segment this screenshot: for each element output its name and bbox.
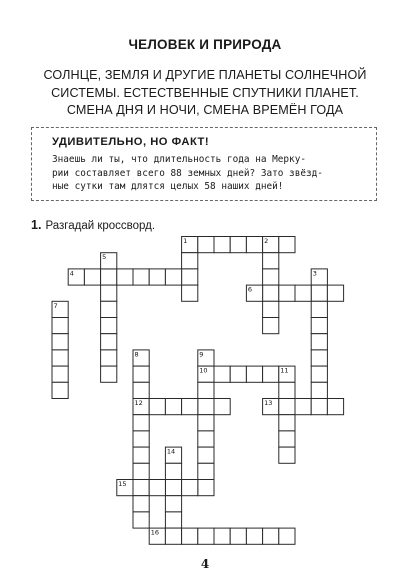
- crossword-cell[interactable]: [263, 301, 279, 317]
- crossword-cell[interactable]: [327, 285, 343, 301]
- crossword-cell[interactable]: [279, 447, 295, 463]
- crossword-cell[interactable]: [279, 415, 295, 431]
- crossword-cell[interactable]: [52, 366, 68, 382]
- crossword-cell[interactable]: [263, 269, 279, 285]
- crossword-cell[interactable]: [133, 269, 149, 285]
- clue-number: 16: [150, 528, 159, 537]
- crossword-cell[interactable]: [52, 334, 68, 350]
- crossword-cell[interactable]: [279, 431, 295, 447]
- clue-number: 4: [69, 269, 74, 278]
- crossword-cell[interactable]: [149, 480, 165, 496]
- crossword-cell[interactable]: [327, 399, 343, 415]
- crossword-cell[interactable]: [279, 285, 295, 301]
- crossword-cell[interactable]: [165, 528, 181, 544]
- crossword-cell[interactable]: [84, 269, 100, 285]
- crossword-cell[interactable]: [101, 269, 117, 285]
- crossword-cell[interactable]: [133, 431, 149, 447]
- clue-number: 13: [264, 399, 273, 407]
- crossword-cell[interactable]: [182, 253, 198, 269]
- crossword-cell[interactable]: [165, 512, 181, 528]
- clue-number: 10: [199, 366, 208, 375]
- crossword-cell[interactable]: [311, 301, 327, 317]
- crossword-cell[interactable]: [165, 496, 181, 512]
- crossword-cell[interactable]: [52, 382, 68, 398]
- crossword-cell[interactable]: [230, 237, 246, 253]
- crossword-cell[interactable]: [311, 399, 327, 415]
- page-number: 4: [200, 557, 210, 571]
- crossword-cell[interactable]: [101, 334, 117, 350]
- crossword-cell[interactable]: [279, 237, 295, 253]
- crossword-cell[interactable]: [279, 382, 295, 398]
- crossword-cell[interactable]: [263, 253, 279, 269]
- crossword-cell[interactable]: [133, 480, 149, 496]
- crossword-cell[interactable]: [246, 528, 262, 544]
- crossword-cell[interactable]: [311, 350, 327, 366]
- task-number: 1.: [31, 218, 42, 232]
- crossword-cell[interactable]: [214, 237, 230, 253]
- crossword-cell[interactable]: [279, 528, 295, 544]
- fact-title: УДИВИТЕЛЬНО, НО ФАКТ!: [52, 136, 210, 148]
- clue-number: 5: [102, 253, 107, 262]
- crossword-cell[interactable]: [52, 350, 68, 366]
- clue-number: 15: [118, 480, 127, 488]
- crossword-cell[interactable]: [214, 366, 230, 382]
- crossword-cell[interactable]: [198, 528, 214, 544]
- crossword-cell[interactable]: [165, 480, 181, 496]
- crossword-cell[interactable]: [263, 528, 279, 544]
- crossword-cell[interactable]: [133, 463, 149, 479]
- section-heading: ЧЕЛОВЕК И ПРИРОДА: [128, 37, 282, 52]
- subtitle-line: СОЛНЦЕ, ЗЕМЛЯ И ДРУГИЕ ПЛАНЕТЫ СОЛНЕЧНОЙ: [43, 68, 367, 82]
- crossword-cell[interactable]: [263, 318, 279, 334]
- fact-line: рии составляет всего 88 земных дней? Зато звёзд-: [52, 167, 323, 179]
- crossword-cell[interactable]: [263, 285, 279, 301]
- crossword-cell[interactable]: [52, 318, 68, 334]
- crossword-cell[interactable]: [230, 528, 246, 544]
- clue-number: 1: [183, 237, 188, 245]
- clue-number: 11: [280, 366, 289, 375]
- crossword-cell[interactable]: [198, 463, 214, 479]
- subtitle-line: СМЕНА ДНЯ И НОЧИ, СМЕНА ВРЕМЁН ГОДА: [66, 103, 344, 117]
- clue-number: 9: [199, 350, 204, 359]
- crossword-cell[interactable]: [214, 399, 230, 415]
- crossword-cell[interactable]: [182, 480, 198, 496]
- crossword-cell[interactable]: [198, 237, 214, 253]
- crossword-cell[interactable]: [230, 366, 246, 382]
- crossword-cell[interactable]: [246, 237, 262, 253]
- clue-number: 2: [264, 237, 269, 245]
- crossword-cell[interactable]: [214, 528, 230, 544]
- crossword-cell[interactable]: [133, 366, 149, 382]
- crossword-cell[interactable]: [182, 528, 198, 544]
- crossword-cell[interactable]: [101, 318, 117, 334]
- crossword-cell[interactable]: [165, 269, 181, 285]
- crossword-cell[interactable]: [295, 399, 311, 415]
- crossword-cell[interactable]: [311, 285, 327, 301]
- crossword-cell[interactable]: [165, 463, 181, 479]
- crossword-cell[interactable]: [279, 399, 295, 415]
- crossword-cell[interactable]: [198, 431, 214, 447]
- crossword-cell[interactable]: [133, 512, 149, 528]
- crossword-cell[interactable]: [165, 399, 181, 415]
- crossword-cell[interactable]: [133, 496, 149, 512]
- crossword-cell[interactable]: [311, 334, 327, 350]
- crossword-cell[interactable]: [101, 350, 117, 366]
- crossword-cell[interactable]: [311, 382, 327, 398]
- crossword-cell[interactable]: [246, 366, 262, 382]
- crossword-cell[interactable]: [182, 399, 198, 415]
- clue-number: 14: [166, 447, 176, 456]
- crossword-cell[interactable]: [198, 382, 214, 398]
- crossword-cell[interactable]: [101, 301, 117, 317]
- crossword-cell[interactable]: [198, 415, 214, 431]
- clue-number: 3: [312, 269, 317, 278]
- task-text: Разгадай кроссворд.: [45, 220, 156, 232]
- crossword-cell[interactable]: [182, 285, 198, 301]
- fact-line: ные сутки там длятся целых 58 наших дней!: [52, 181, 284, 193]
- crossword-cell[interactable]: [263, 366, 279, 382]
- crossword-cell[interactable]: [133, 382, 149, 398]
- crossword-cell[interactable]: [198, 447, 214, 463]
- crossword-cell[interactable]: [311, 318, 327, 334]
- crossword-cell[interactable]: [295, 285, 311, 301]
- clue-number: 12: [134, 399, 143, 407]
- crossword-cell[interactable]: [149, 269, 165, 285]
- crossword-cell[interactable]: [149, 399, 165, 415]
- crossword-cell[interactable]: [117, 269, 133, 285]
- clue-number: 8: [134, 350, 139, 359]
- crossword-cell[interactable]: [133, 415, 149, 431]
- crossword-cell[interactable]: [101, 285, 117, 301]
- crossword-cell[interactable]: [133, 447, 149, 463]
- crossword-cell[interactable]: [182, 269, 198, 285]
- clue-number: 7: [53, 301, 58, 310]
- crossword-cell[interactable]: [198, 399, 214, 415]
- crossword-cell[interactable]: [311, 366, 327, 382]
- crossword-cell[interactable]: [198, 480, 214, 496]
- fact-line: Знаешь ли ты, что длительность года на Мерку-: [52, 154, 306, 165]
- crossword-cell[interactable]: [101, 366, 117, 382]
- subtitle-line: СИСТЕМЫ. ЕСТЕСТВЕННЫЕ СПУТНИКИ ПЛАНЕТ.: [51, 85, 359, 100]
- clue-number: 6: [247, 285, 253, 294]
